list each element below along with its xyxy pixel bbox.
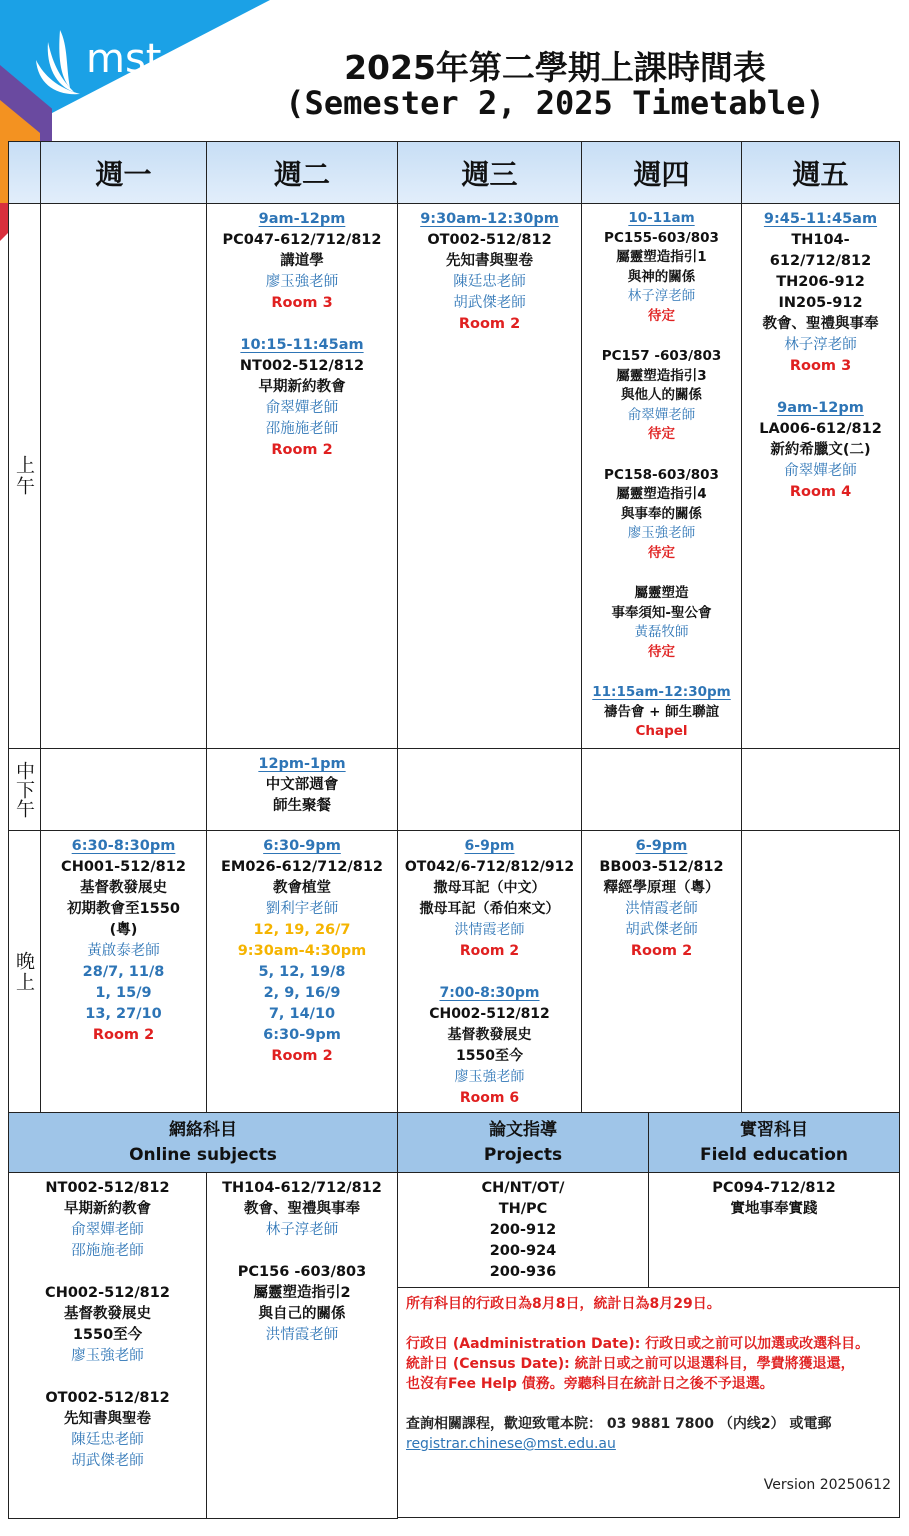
cell-mon-evening — [40, 830, 207, 1113]
cell-wed-evening — [397, 830, 582, 1113]
course-code: 200-912 — [489, 1222, 557, 1238]
course-code: CH002-512/812 — [45, 1285, 170, 1301]
teacher-name: 廖玉強老師 — [627, 525, 696, 541]
room-label: Room 2 — [459, 943, 520, 959]
row-label-midday: 中下午 — [8, 748, 41, 831]
time-slot: 10:15-11:45am — [240, 337, 364, 353]
course-code: PC156 -603/803 — [237, 1264, 367, 1280]
class-dates: 5, 12, 19/8 — [258, 964, 346, 980]
course-name: 屬靈塑造指引1 — [616, 249, 707, 265]
online-subjects-col2 — [206, 1172, 398, 1519]
spacer — [742, 377, 899, 398]
cell-wed-midday — [397, 748, 582, 831]
spacer — [207, 314, 397, 335]
course-name: 實地事奉實踐 — [730, 1201, 818, 1217]
room-label: 待定 — [648, 426, 675, 442]
teacher-name: 邵施施老師 — [71, 1243, 144, 1259]
course-name: 基督教發展史 — [80, 880, 167, 896]
notice-fee-help: 也沒有Fee Help 債務。旁聽科目在統計日之後不予退選。 — [406, 1376, 774, 1392]
mst-logo — [30, 20, 170, 100]
course-name: 事奉須知-聖公會 — [611, 604, 712, 621]
version-label: Version 20250612 — [763, 1477, 891, 1493]
time-slot: 9am-12pm — [258, 211, 346, 227]
spacer — [9, 1367, 206, 1388]
page-title-en: (Semester 2, 2025 Timetable) — [285, 84, 825, 122]
course-code: NT002-512/812 — [45, 1180, 170, 1196]
contact-email-link[interactable]: registrar.chinese@mst.edu.au — [406, 1436, 616, 1452]
cell-tue-midday — [206, 748, 398, 831]
course-name: 師生聚餐 — [273, 798, 331, 814]
projects-header-en: Projects — [483, 1145, 563, 1165]
teacher-name: 俞翠嬋老師 — [784, 463, 857, 479]
teacher-name: 洪情霞老師 — [265, 1327, 339, 1343]
course-code: LA006-612/812 — [759, 421, 882, 437]
projects-header-zh: 論文指導 — [489, 1120, 557, 1140]
course-name: 先知書與聖卷 — [446, 253, 533, 269]
room-label: Room 4 — [789, 484, 852, 500]
notice-admin-date: 行政日 (Aadministration Date): 行政日或之前可以加選或改選科目。 — [406, 1336, 870, 1352]
logo-text: mst — [86, 36, 162, 82]
course-name: 與他人的關係 — [621, 387, 702, 403]
course-name: 新約希臘文(二) — [770, 442, 871, 458]
time-slot: 9:30am-12:30pm — [420, 211, 559, 227]
spacer — [582, 662, 741, 683]
cell-fri-midday — [741, 748, 900, 831]
day-header-tue: 週二 — [206, 141, 398, 204]
class-dates: 13, 27/10 — [85, 1006, 162, 1022]
teacher-name: 廖玉強老師 — [265, 274, 339, 290]
special-date: 12, 19, 26/7 — [253, 922, 351, 938]
day-header-mon: 週一 — [40, 141, 207, 204]
teacher-name: 洪情霞老師 — [454, 922, 525, 938]
course-name: 禱告會 + 師生聯誼 — [603, 703, 720, 720]
room-label: Room 2 — [630, 943, 693, 959]
course-name: 與事奉的關係 — [621, 505, 702, 522]
time-slot: 9:45-11:45am — [763, 211, 878, 227]
class-dates: 7, 14/10 — [268, 1006, 336, 1022]
class-dates: 1, 15/9 — [95, 985, 152, 1001]
cell-mon-midday — [40, 748, 207, 831]
teacher-name: 林子淳老師 — [265, 1222, 339, 1238]
room-label: Room 6 — [459, 1090, 520, 1106]
online-header-en: Online subjects — [129, 1145, 277, 1165]
online-subjects-header — [8, 1112, 398, 1173]
notice-census-date: 統計日 (Census Date): 統計日或之前可以退選科目，學費將獲退還， — [406, 1356, 855, 1372]
course-code: CH/NT/OT/ — [481, 1180, 565, 1196]
course-name: 1550至今 — [72, 1327, 143, 1343]
course-name: 基督教發展史 — [447, 1027, 532, 1043]
notice-contact: 查詢相關課程，歡迎致電本院： 03 9881 7800 （内线2） 或電郵 — [406, 1416, 832, 1432]
row-label-evening: 晚上 — [8, 830, 41, 1113]
course-code: 200-936 — [489, 1264, 557, 1280]
teacher-name: 胡武傑老師 — [71, 1453, 144, 1469]
class-dates: 28/7, 11/8 — [82, 964, 165, 980]
room-label: Room 2 — [92, 1027, 155, 1043]
teacher-name: 洪情霞老師 — [625, 901, 698, 917]
cell-tue-evening — [206, 830, 398, 1113]
time-slot: 12pm-1pm — [258, 756, 346, 772]
course-code: PC094-712/812 — [712, 1180, 836, 1196]
course-code: TH/PC — [498, 1201, 548, 1217]
course-name: 早期新約教會 — [64, 1201, 151, 1217]
spacer — [9, 1262, 206, 1283]
course-code: TH206-912 — [776, 274, 865, 290]
course-code: CH001-512/812 — [61, 859, 186, 875]
course-code: IN205-912 — [778, 295, 863, 311]
flame-icon — [30, 26, 86, 96]
course-name: 與自己的關係 — [258, 1306, 346, 1322]
class-dates: 2, 9, 16/9 — [263, 985, 341, 1001]
spacer — [207, 1241, 397, 1262]
teacher-name: 廖玉強老師 — [71, 1348, 144, 1364]
cell-thu-evening — [581, 830, 742, 1113]
course-name: 早期新約教會 — [258, 379, 346, 395]
room-label: Room 2 — [458, 316, 521, 332]
course-name: 屬靈塑造 — [634, 585, 689, 601]
corner-cell — [8, 141, 41, 204]
teacher-name: 黃磊牧師 — [634, 624, 689, 640]
time-slot: 7:00-8:30pm — [439, 985, 540, 1001]
course-code: TH104- — [791, 232, 850, 248]
cell-fri-morning — [741, 203, 900, 749]
day-header-wed: 週三 — [397, 141, 582, 204]
course-code: PC047-612/712/812 — [222, 232, 382, 248]
notice-box — [397, 1287, 900, 1518]
spacer — [398, 962, 581, 983]
time-slot: 6:30-8:30pm — [71, 838, 176, 854]
course-name: 撒母耳記（希伯來文） — [419, 901, 560, 917]
cell-mon-morning — [40, 203, 207, 749]
room-label: 待定 — [648, 643, 675, 660]
cell-fri-evening — [741, 830, 900, 1113]
course-code: PC155-603/803 — [604, 229, 719, 246]
course-name: 1550至今 — [456, 1048, 523, 1064]
row-label-morning: 上午 — [8, 203, 41, 749]
room-label: Room 3 — [789, 358, 852, 374]
time-slot: 6:30-9pm — [263, 838, 341, 854]
room-label: 待定 — [648, 307, 675, 324]
time-slot: 9am-12pm — [777, 400, 864, 416]
field-header-en: Field education — [700, 1145, 848, 1165]
class-dates: 6:30-9pm — [263, 1027, 341, 1043]
time-slot: 6-9pm — [464, 838, 515, 854]
course-code: CH002-512/812 — [429, 1006, 550, 1022]
spacer — [582, 445, 741, 466]
room-label: Room 2 — [271, 1048, 333, 1064]
time-slot: 11:15am-12:30pm — [592, 684, 731, 700]
course-code: 200-924 — [489, 1243, 557, 1259]
teacher-name: 俞翠嬋老師 — [71, 1222, 144, 1238]
projects-header — [397, 1112, 649, 1173]
course-name: 教會、聖禮與事奉 — [244, 1201, 360, 1217]
teacher-name: 陳廷忠老師 — [453, 274, 526, 290]
course-name: 屬靈塑造指引3 — [616, 367, 707, 384]
teacher-name: 劉利宇老師 — [265, 901, 339, 917]
field-education-cell — [648, 1172, 900, 1288]
course-name: 屬靈塑造指引2 — [253, 1285, 351, 1301]
field-header-zh: 實習科目 — [740, 1120, 808, 1140]
course-name: 釋經學原理（粵） — [603, 880, 720, 896]
course-code: PC158-603/803 — [604, 466, 719, 483]
teacher-name: 胡武傑老師 — [453, 295, 526, 311]
course-name: 撒母耳記（中文） — [433, 880, 546, 896]
cell-thu-midday — [581, 748, 742, 831]
course-code: EM026-612/712/812 — [220, 859, 383, 875]
teacher-name: 廖玉強老師 — [454, 1069, 525, 1085]
teacher-name: 俞翠嬋老師 — [265, 400, 339, 416]
time-slot: 6-9pm — [635, 838, 688, 854]
cell-wed-morning — [397, 203, 582, 749]
course-name: 屬靈塑造指引4 — [616, 486, 707, 502]
cell-thu-morning — [581, 203, 742, 749]
course-name: 基督教發展史 — [64, 1306, 151, 1322]
course-code: OT002-512/812 — [45, 1390, 170, 1406]
course-name: 教會、聖禮與事奉 — [762, 316, 879, 332]
time-slot: 10-11am — [628, 210, 695, 226]
online-header-zh: 網絡科目 — [169, 1120, 237, 1140]
course-name: (粵) — [109, 922, 138, 938]
course-code: TH104-612/712/812 — [222, 1180, 382, 1196]
course-code: PC157 -603/803 — [601, 348, 722, 364]
teacher-name: 俞翠嬋老師 — [627, 406, 696, 423]
spacer — [582, 326, 741, 347]
course-code: OT002-512/812 — [427, 232, 552, 248]
room-label: Chapel — [635, 723, 688, 739]
projects-cell — [397, 1172, 649, 1288]
course-name: 教會植堂 — [273, 880, 331, 896]
room-label: Room 2 — [271, 442, 333, 458]
teacher-name: 林子淳老師 — [627, 288, 696, 304]
notice-dates: 所有科目的行政日為8月8日，統計日為8月29日。 — [406, 1296, 721, 1312]
course-name: 中文部週會 — [265, 777, 339, 793]
course-code: NT002-512/812 — [239, 358, 365, 374]
room-label: 待定 — [648, 544, 675, 561]
teacher-name: 胡武傑老師 — [625, 922, 698, 938]
teacher-name: 邵施施老師 — [265, 421, 339, 437]
page-title-zh: 2025年第二學期上課時間表 — [344, 48, 766, 87]
course-name: 初期教會至1550 — [67, 901, 180, 917]
course-name: 先知書與聖卷 — [64, 1411, 151, 1427]
teacher-name: 林子淳老師 — [784, 337, 857, 353]
spacer — [582, 563, 741, 584]
course-code: 612/712/812 — [769, 253, 872, 269]
field-education-header — [648, 1112, 900, 1173]
course-name: 講道學 — [280, 253, 324, 269]
day-header-thu: 週四 — [581, 141, 742, 204]
teacher-name: 黃啟泰老師 — [87, 943, 160, 959]
course-name: 與神的關係 — [627, 268, 696, 285]
room-label: Room 3 — [271, 295, 333, 311]
cell-tue-morning — [206, 203, 398, 749]
course-code: BB003-512/812 — [599, 859, 724, 875]
special-date: 9:30am-4:30pm — [237, 943, 367, 959]
teacher-name: 陳廷忠老師 — [71, 1432, 144, 1448]
online-subjects-col1 — [8, 1172, 207, 1519]
course-code: OT042/6-712/812/912 — [404, 859, 575, 875]
day-header-fri: 週五 — [741, 141, 900, 204]
